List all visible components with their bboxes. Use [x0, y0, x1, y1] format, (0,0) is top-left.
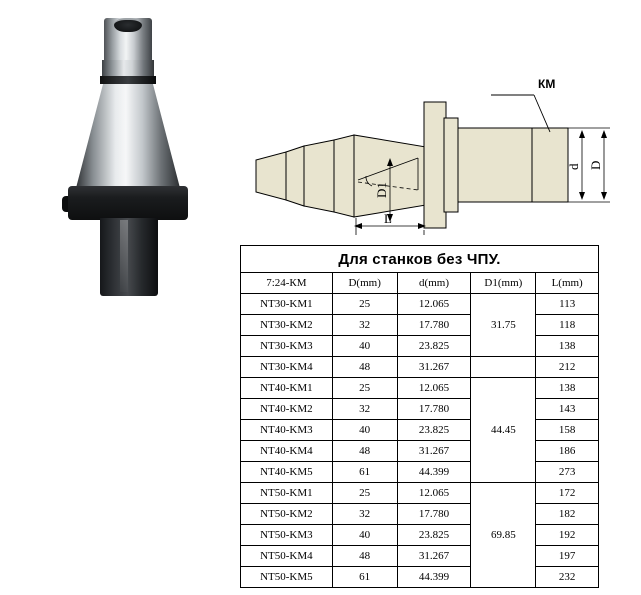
cell-L: 182	[536, 504, 599, 525]
cell-D1-group: 69.85	[471, 483, 536, 588]
cell-model: NT50-KM1	[241, 483, 333, 504]
drawing-arrow-l-left	[354, 223, 362, 229]
photo-body-highlight	[120, 220, 128, 292]
cell-L: 212	[536, 357, 599, 378]
cell-D1-group: 44.45	[471, 378, 536, 483]
cell-d: 44.399	[397, 462, 471, 483]
cell-L: 197	[536, 546, 599, 567]
drawing-label-l: L	[384, 211, 392, 226]
technical-drawing	[238, 40, 628, 235]
cell-d: 23.825	[397, 420, 471, 441]
table-row	[241, 546, 599, 567]
cell-model: NT30-KM4	[241, 357, 333, 378]
cell-D: 25	[332, 483, 397, 504]
cell-D: 61	[332, 567, 397, 588]
table-row	[241, 567, 599, 588]
cell-D: 32	[332, 504, 397, 525]
cell-L: 113	[536, 294, 599, 315]
cell-model: NT50-KM5	[241, 567, 333, 588]
cell-d: 17.780	[397, 315, 471, 336]
cell-D: 25	[332, 378, 397, 399]
cell-D: 25	[332, 294, 397, 315]
cell-model: NT40-KM5	[241, 462, 333, 483]
cell-d: 23.825	[397, 525, 471, 546]
cell-d: 12.065	[397, 294, 471, 315]
header-D1: D1(mm)	[471, 273, 536, 294]
header-L: L(mm)	[536, 273, 599, 294]
cell-model: NT50-KM2	[241, 504, 333, 525]
cell-D: 48	[332, 546, 397, 567]
cell-L: 158	[536, 420, 599, 441]
drawing-taper-1	[304, 140, 334, 212]
table-row	[241, 462, 599, 483]
table-row	[241, 357, 599, 378]
cell-model: NT40-KM3	[241, 420, 333, 441]
cell-d: 44.399	[397, 567, 471, 588]
cell-L: 118	[536, 315, 599, 336]
drawing-drive-slot	[444, 118, 458, 212]
header-D: D(mm)	[332, 273, 397, 294]
spec-table	[240, 245, 599, 588]
table-row	[241, 441, 599, 462]
cell-D: 32	[332, 315, 397, 336]
drawing-km-leader-d	[534, 95, 550, 132]
drawing-morse-step	[286, 146, 304, 206]
cell-L: 192	[536, 525, 599, 546]
table-row	[241, 525, 599, 546]
drawing-label-d-small: d	[566, 163, 581, 170]
drawing-arrow-d-down	[579, 192, 585, 200]
cell-L: 273	[536, 462, 599, 483]
drawing-label-d-large: D	[588, 160, 603, 170]
cell-D: 32	[332, 399, 397, 420]
cell-D1-empty	[471, 357, 536, 378]
cell-L: 138	[536, 378, 599, 399]
cell-model: NT30-KM3	[241, 336, 333, 357]
cell-model: NT30-KM1	[241, 294, 333, 315]
cell-L: 172	[536, 483, 599, 504]
cell-d: 12.065	[397, 378, 471, 399]
product-photo	[28, 8, 228, 298]
photo-bore-icon	[114, 18, 142, 32]
spec-table-container	[240, 245, 599, 588]
cell-D: 40	[332, 525, 397, 546]
cell-model: NT50-KM4	[241, 546, 333, 567]
cell-D1-group: 31.75	[471, 294, 536, 357]
cell-D: 61	[332, 462, 397, 483]
table-row	[241, 504, 599, 525]
drawing-arrow-D-down	[601, 192, 607, 200]
photo-ring	[100, 76, 156, 84]
header-d: d(mm)	[397, 273, 471, 294]
photo-taper-cone	[76, 84, 180, 188]
drawing-morse-tip	[256, 152, 286, 200]
cell-d: 12.065	[397, 483, 471, 504]
cell-L: 143	[536, 399, 599, 420]
drawing-taper-2	[334, 135, 354, 217]
drawing-end-face	[532, 128, 568, 202]
table-row	[241, 315, 599, 336]
photo-flange	[68, 186, 188, 220]
cell-d: 17.780	[397, 504, 471, 525]
cell-D: 40	[332, 336, 397, 357]
cell-d: 31.267	[397, 357, 471, 378]
cell-model: NT40-KM1	[241, 378, 333, 399]
drawing-label-km: КМ	[538, 77, 556, 91]
drawing-label-d1: D1	[374, 182, 389, 198]
drawing-arrow-d-up	[579, 130, 585, 138]
drawing-flange	[424, 102, 446, 228]
cell-d: 31.267	[397, 546, 471, 567]
cell-L: 232	[536, 567, 599, 588]
table-row	[241, 378, 599, 399]
table-title-row	[241, 246, 599, 273]
cell-D: 40	[332, 420, 397, 441]
table-row	[241, 336, 599, 357]
cell-d: 31.267	[397, 441, 471, 462]
cell-D: 48	[332, 441, 397, 462]
cell-model: NT40-KM4	[241, 441, 333, 462]
table-row	[241, 294, 599, 315]
cell-L: 138	[536, 336, 599, 357]
header-model: 7:24-КМ	[241, 273, 333, 294]
cell-L: 186	[536, 441, 599, 462]
photo-body	[100, 218, 158, 296]
cell-d: 17.780	[397, 399, 471, 420]
table-row	[241, 399, 599, 420]
table-title: Для станков без ЧПУ.	[241, 246, 599, 273]
table-row	[241, 420, 599, 441]
cell-model: NT30-KM2	[241, 315, 333, 336]
cell-model: NT50-KM3	[241, 525, 333, 546]
cell-D: 48	[332, 357, 397, 378]
table-header-row	[241, 273, 599, 294]
cell-d: 23.825	[397, 336, 471, 357]
drawing-arrow-D-up	[601, 130, 607, 138]
cell-model: NT40-KM2	[241, 399, 333, 420]
table-row	[241, 483, 599, 504]
